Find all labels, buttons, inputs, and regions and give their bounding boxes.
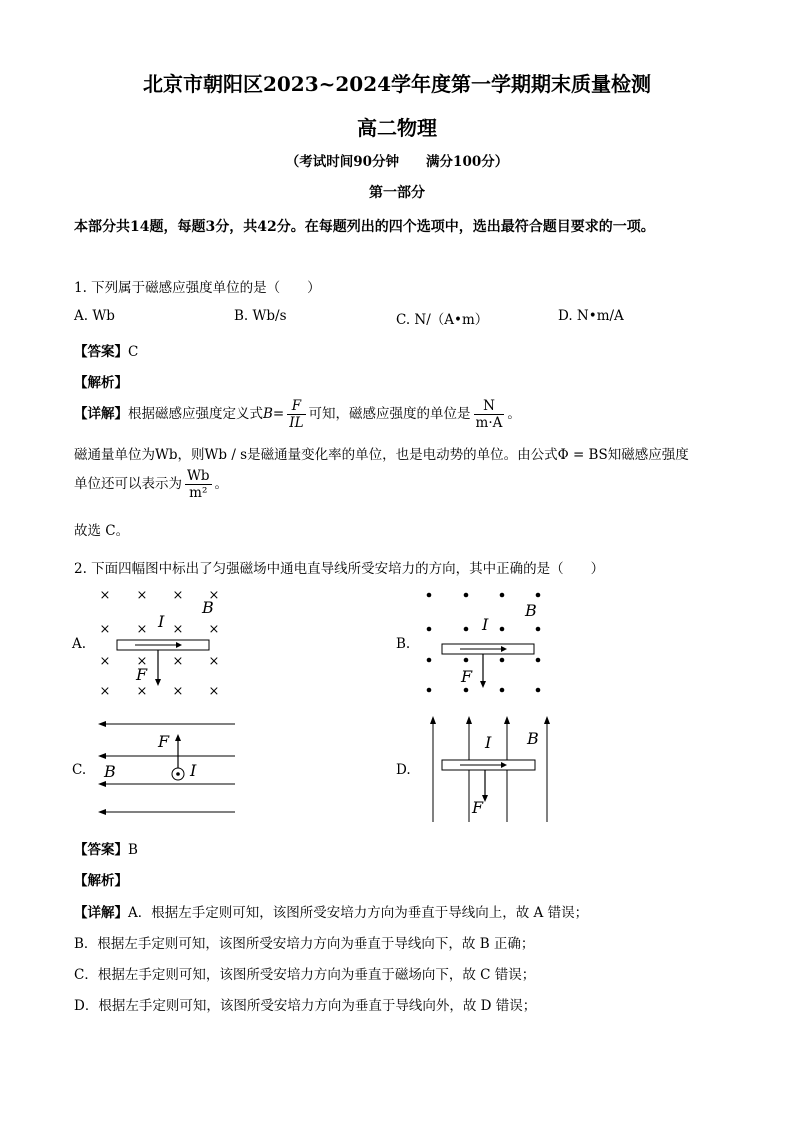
fig-c-b-label: B [104,762,116,781]
fig-d-i-label: I [485,733,492,752]
q1-answer [74,340,138,360]
fig-d-f-label: F [472,798,484,817]
svg-text:×: × [99,654,111,669]
q2-fig-b-label: B. [396,636,411,652]
formula-num: F [287,398,305,415]
q1-option-a: A. Wb [74,308,115,324]
q2-detail-c: C．根据左手定则可知，该图所受安培力方向为垂直于磁场向下，故 C 错误； [74,967,536,983]
svg-text:×: × [99,684,111,699]
q2-analysis-label: 【解析】 [74,873,128,889]
detail-label: 【详解】 [74,406,128,422]
fig-b-b-label: B [525,601,537,620]
fig-c-i-label: I [190,761,197,780]
q2-fig-d-label: D. [396,762,411,778]
answer-label: 【答案】 [74,842,128,858]
q1-option-c: C. N/（A•m） [396,312,489,328]
section-intro: 本部分共14题，每题3分，共42分。在每题列出的四个选项中，选出最符合题目要求的一项。 [74,219,655,235]
detail-text: 单位还可以表示为 [74,476,182,492]
q1-option-d: D. N•m/A [558,308,624,324]
unit2-fraction [185,468,212,501]
unit2-num: Wb [187,468,210,484]
current-out-dot [176,772,180,776]
svg-text:×: × [172,622,184,637]
part-heading: 第一部分 [369,185,425,201]
force-arrowhead [155,679,161,686]
q2-answer [74,838,138,858]
force-arrowhead [480,681,486,688]
formula-eq: = [272,406,285,422]
svg-text:×: × [172,684,184,699]
fig-a-i-label: I [158,612,165,631]
svg-text:×: × [136,622,148,637]
svg-text:×: × [136,654,148,669]
fig-b-f-label: F [461,667,473,686]
q2-detail-a [74,901,588,921]
unit2-den: m² [189,485,208,501]
q2-stem: 2. 下面四幅图中标出了匀强磁场中通电直导线所受安培力的方向，其中正确的是（ ） [74,561,605,577]
q1-conclusion: 故选 C。 [74,523,130,539]
fig-a-f-label: F [136,665,148,684]
fig-a-b-label: B [202,598,214,617]
q2-figure-c [90,712,240,822]
svg-text:×: × [208,684,220,699]
q1-analysis-label: 【解析】 [74,375,128,391]
fig-b-i-label: I [482,615,489,634]
svg-text:×: × [172,588,184,603]
exam-title: 北京市朝阳区2023~2024学年度第一学期期末质量检测 [142,72,652,96]
fig-c-f-label: F [158,732,170,751]
subject-title: 高二物理 [357,116,437,140]
detail-text: 可知，磁感应强度的单位是 [308,406,471,422]
svg-text:×: × [99,622,111,637]
svg-text:×: × [99,588,111,603]
svg-text:×: × [208,654,220,669]
q1-stem: 1. 下列属于磁感应强度单位的是（ ） [74,280,321,296]
answer-value: B [128,842,138,858]
svg-text:×: × [136,588,148,603]
unit-num: N [474,398,505,415]
q2-figure-d [415,712,565,824]
svg-text:×: × [172,654,184,669]
field-arrowheads [430,716,550,724]
q2-figure-b [415,583,565,703]
current-arrowhead [501,646,507,652]
q1-detail-line3 [74,466,228,502]
q1-detail-line1 [74,396,521,432]
fig-d-b-label: B [527,729,539,748]
svg-text:×: × [208,588,220,603]
q1-detail-line2: 磁通量单位为Wb，则Wb / s是磁通量变化率的单位，也是电动势的单位。由公式Φ = BS知磁感应强度 [74,447,689,463]
q2-fig-a-label: A. [72,636,87,652]
answer-label: 【答案】 [74,344,128,360]
q2-detail-b: B．根据左手定则可知，该图所受安培力方向为垂直于导线向下，故 B 正确； [74,936,535,952]
svg-text:×: × [136,684,148,699]
force-arrowhead [175,734,181,741]
detail-text: 。 [507,406,521,422]
q2-figure-a [90,583,240,703]
svg-text:×: × [208,622,220,637]
q2-detail-d: D．根据左手定则可知，该图所受安培力方向为垂直于导线向外，故 D 错误； [74,998,537,1014]
unit-fraction [474,398,505,431]
detail-text: A．根据左手定则可知，该图所受安培力方向为垂直于导线向上，故 A 错误； [128,905,589,921]
q2-fig-c-label: C. [72,762,87,778]
formula-den: IL [289,415,304,431]
exam-info: （考试时间90分钟 满分100分） [285,154,509,170]
answer-value: C [128,344,139,360]
detail-text: 。 [214,476,229,492]
current-arrowhead [176,642,182,648]
detail-label: 【详解】 [74,905,128,921]
detail-text: 根据磁感应强度定义式 [128,406,263,422]
formula-fraction [287,398,305,431]
formula-b: B [263,406,273,422]
q1-option-b: B. Wb/s [234,308,287,324]
unit-den: m·A [475,415,503,431]
